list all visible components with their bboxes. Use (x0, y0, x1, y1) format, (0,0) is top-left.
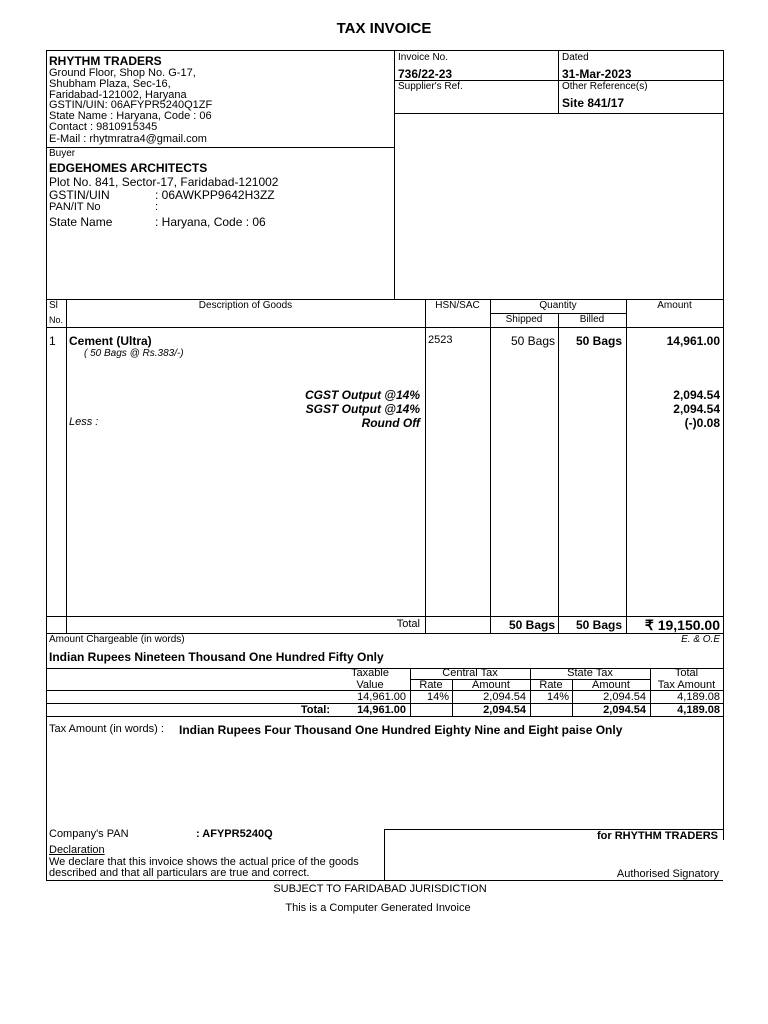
invoice-no: 736/22-23 (398, 67, 453, 81)
sgst-label: SGST Output @14% (305, 402, 420, 416)
item-sl: 1 (49, 334, 56, 348)
seller-email: E-Mail : rhytmratra4@gmail.com (49, 133, 207, 145)
for-company: for RHYTHM TRADERS (597, 830, 718, 842)
header-no: No. (49, 315, 64, 325)
tax-row-taxable: 14,961.00 (357, 691, 406, 703)
item-billed: 50 Bags (575, 334, 622, 348)
tax-header-taxable: Taxable (351, 667, 389, 679)
amount-words-text: Indian Rupees Nineteen Thousand One Hundred Fifty Only (49, 650, 384, 664)
invoice-no-label: Invoice No. (398, 52, 449, 63)
item-shipped: 50 Bags (510, 334, 555, 348)
authorised-signatory: Authorised Signatory (616, 868, 719, 880)
total-shipped: 50 Bags (508, 618, 555, 632)
seller-state: State Name : Haryana, Code : 06 (49, 110, 212, 122)
suppliers-ref-label: Supplier's Ref. (398, 81, 463, 92)
seller-name: RHYTHM TRADERS (49, 54, 162, 68)
item-amount: 14,961.00 (666, 334, 720, 348)
declaration-title: Declaration (49, 844, 105, 856)
jurisdiction-note: SUBJECT TO FARIDABAD JURISDICTION (273, 883, 487, 895)
computer-generated-note: This is a Computer Generated Invoice (285, 902, 471, 914)
tax-totals-c-amount: 2,094.54 (483, 704, 526, 716)
seller-gstin: GSTIN/UIN: 06AFYPR5240Q1ZF (49, 99, 213, 111)
total-label: Total (396, 618, 420, 630)
other-ref-label: Other Reference(s) (562, 81, 648, 92)
less-label: Less : (69, 416, 99, 428)
tax-totals-label: Total: (300, 704, 330, 716)
buyer-state-label: State Name (49, 215, 113, 229)
buyer-state-value: : Haryana, Code : 06 (155, 215, 266, 229)
buyer-gstin-label: GSTIN/UIN (49, 188, 110, 202)
tax-header-central: Central Tax (442, 667, 498, 679)
cgst-label: CGST Output @14% (304, 388, 420, 402)
declaration-line: described and that all particulars are true and correct. (49, 867, 310, 879)
buyer-gstin-value: : 06AWKPP9642H3ZZ (155, 188, 275, 202)
tax-totals-taxable: 14,961.00 (357, 704, 406, 716)
header-amount: Amount (657, 300, 692, 311)
header-quantity: Quantity (539, 300, 577, 311)
buyer-caption: Buyer (49, 148, 76, 159)
tax-header-total: Total (674, 667, 699, 679)
invoice-title: TAX INVOICE (336, 20, 432, 37)
other-ref: Site 841/17 (562, 96, 625, 110)
declaration-line: We declare that this invoice shows the actual price of the goods (49, 856, 359, 868)
tax-header-state: State Tax (567, 667, 613, 679)
total-billed: 50 Bags (575, 618, 622, 632)
header-shipped: Shipped (505, 314, 543, 325)
tax-header-value: Value (356, 679, 384, 691)
tax-header-state-amount: Amount (592, 679, 630, 691)
dated-label: Dated (562, 52, 589, 63)
tax-header-central-rate: Rate (419, 679, 443, 691)
sgst-amount: 2,094.54 (673, 402, 720, 416)
tax-totals-s-amount: 2,094.54 (603, 704, 646, 716)
tax-words-text: Indian Rupees Four Thousand One Hundred Eighty Nine and Eight paise Only (179, 723, 623, 737)
company-pan-value: : AFYPR5240Q (196, 828, 273, 840)
header-hsn: HSN/SAC (435, 300, 480, 311)
buyer-name: EDGEHOMES ARCHITECTS (49, 161, 208, 175)
cgst-amount: 2,094.54 (673, 388, 720, 402)
tax-row-s-rate: 14% (546, 691, 569, 703)
header-description: Description of Goods (198, 300, 293, 311)
header-sl: Sl (49, 300, 58, 311)
item-hsn: 2523 (428, 334, 453, 346)
item-detail: ( 50 Bags @ Rs.383/-) (84, 348, 184, 359)
buyer-address: Plot No. 841, Sector-17, Faridabad-121002 (49, 175, 279, 189)
tax-row-c-rate: 14% (426, 691, 449, 703)
dated: 31-Mar-2023 (562, 67, 632, 81)
tax-row-c-amount: 2,094.54 (483, 691, 526, 703)
seller-address-line: Faridabad-121002, Haryana (49, 89, 187, 101)
tax-header-state-rate: Rate (539, 679, 563, 691)
header-billed: Billed (579, 314, 605, 325)
total-amount: ₹ 19,150.00 (644, 617, 720, 633)
amount-words-caption: Amount Chargeable (in words) (49, 634, 185, 645)
tax-row-total: 4,189.08 (677, 691, 720, 703)
buyer-pan-label: PAN/IT No (49, 201, 101, 213)
seller-contact: Contact : 9810915345 (49, 121, 158, 133)
eoe-label: E. & O.E (681, 634, 720, 645)
round-off-label: Round Off (361, 416, 420, 430)
item-name: Cement (Ultra) (69, 334, 152, 348)
seller-address-line: Ground Floor, Shop No. G-17, (49, 67, 196, 79)
tax-row-s-amount: 2,094.54 (603, 691, 646, 703)
buyer-pan-value: : (155, 201, 159, 213)
tax-words-caption: Tax Amount (in words) : (49, 723, 164, 735)
tax-header-tax-amount: Tax Amount (657, 679, 716, 691)
tax-header-central-amount: Amount (472, 679, 510, 691)
round-off-amount: (-)0.08 (684, 416, 720, 430)
tax-totals-total: 4,189.08 (677, 704, 720, 716)
company-pan-label: Company's PAN (49, 828, 129, 840)
seller-address-line: Shubham Plaza, Sec-16, (49, 78, 171, 90)
